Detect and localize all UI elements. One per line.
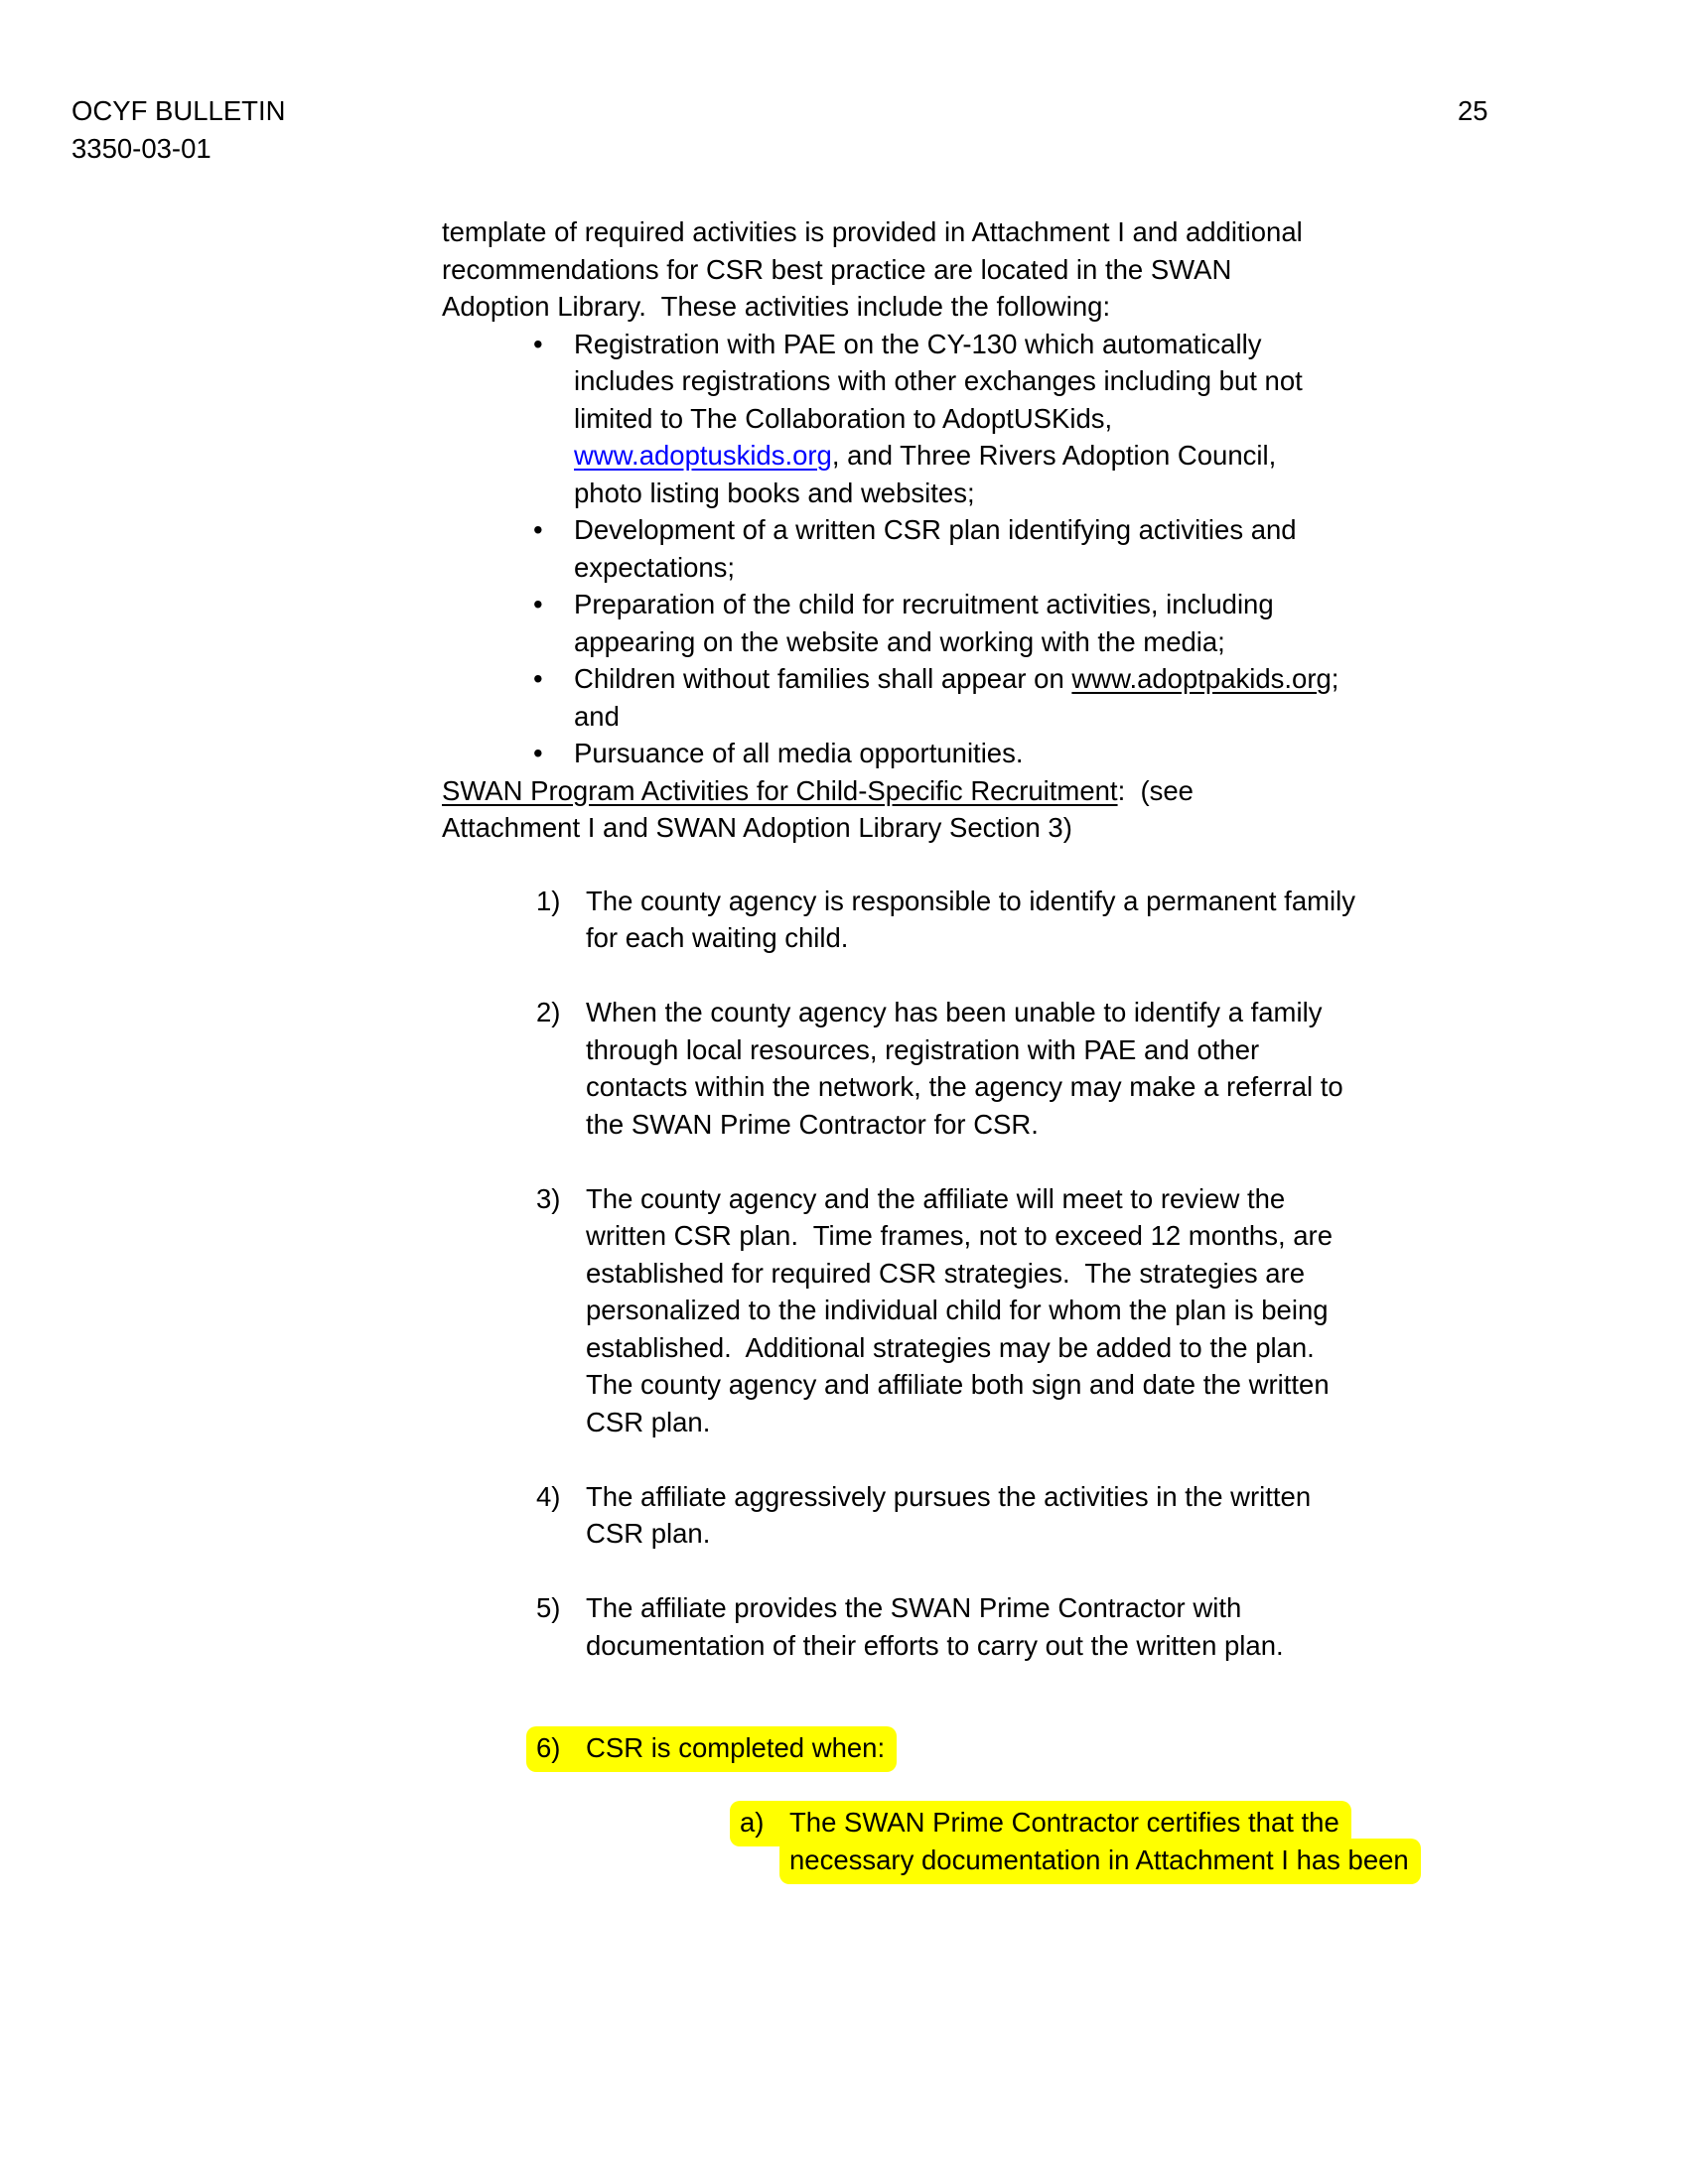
item-line [586, 994, 1514, 1031]
bulletin-number: 3350-03-01 [71, 132, 211, 164]
adoptuskids-link[interactable]: www.adoptuskids.org [574, 440, 832, 471]
bullet-item [442, 660, 1514, 735]
item-marker: 1) [536, 885, 561, 916]
text-segment: template of required activities is provided in Attachment I and additional [442, 216, 1303, 247]
item-line [586, 1068, 1514, 1106]
bulletin-title: OCYF BULLETIN [71, 95, 286, 126]
bullet-line [574, 437, 1514, 475]
item-line [586, 1366, 1514, 1404]
bullet-line [574, 400, 1514, 438]
item-marker: a) [740, 1807, 765, 1838]
text-segment: Preparation of the child for recruitment activities, including [574, 589, 1274, 619]
numbered-item-2 [442, 994, 1514, 1143]
bullet-line [574, 475, 1514, 512]
bullet-line [574, 698, 1514, 736]
document-body [442, 213, 1514, 1878]
item-line [586, 1106, 1514, 1144]
text-segment: the SWAN Prime Contractor for CSR. [586, 1108, 1039, 1140]
intro-paragraph [442, 213, 1514, 326]
item-line [586, 1180, 1514, 1218]
item-line [586, 1478, 1514, 1516]
text-segment: The SWAN Prime Contractor certifies that the [789, 1807, 1339, 1838]
highlighted-item-6 [442, 1729, 1514, 1767]
text-segment: through local resources, registration with PAE and other [586, 1033, 1260, 1065]
text-segment: contacts within the network, the agency may make a referral to [586, 1071, 1343, 1102]
text-segment: Development of a written CSR plan identifying activities and [574, 514, 1297, 545]
numbered-list [442, 883, 1514, 1879]
yellow-highlight [526, 1726, 897, 1772]
section-heading-line [442, 772, 1514, 810]
text-segment: Attachment I and SWAN Adoption Library Section 3) [442, 812, 1072, 843]
text-segment: expectations; [574, 551, 736, 583]
bullet-line [574, 660, 1514, 698]
bullet-item [442, 326, 1514, 512]
text-segment: Pursuance of all media opportunities. [574, 738, 1024, 768]
text-segment: The county agency and the affiliate will meet to review the [586, 1182, 1286, 1214]
text-segment: photo listing books and websites; [574, 477, 975, 508]
highlighted-line [536, 1729, 1514, 1767]
item-line [586, 1217, 1514, 1255]
item-line [586, 1627, 1514, 1665]
item-line [586, 1329, 1514, 1367]
bullet-marker: • [533, 328, 543, 359]
bullet-line [574, 735, 1514, 772]
item-line [586, 919, 1514, 957]
page-number: 25 [1458, 95, 1488, 126]
bullet-item [442, 586, 1514, 660]
text-segment: Registration with PAE on the CY-130 which automatically [574, 328, 1262, 359]
intro-line [442, 213, 1514, 251]
item-line [586, 883, 1514, 920]
highlighted-item-a [442, 1804, 1514, 1878]
item-marker: 4) [536, 1480, 561, 1512]
item-marker: 2) [536, 997, 561, 1027]
text-segment: recommendations for CSR best practice are located in the SWAN [442, 253, 1232, 285]
numbered-item-5 [442, 1589, 1514, 1664]
text-segment: documentation of their efforts to carry out the written plan. [586, 1629, 1284, 1661]
item-line [586, 1515, 1514, 1553]
page-header [71, 92, 285, 167]
text-segment: appearing on the website and working with the media; [574, 625, 1225, 657]
text-segment: ; [1331, 663, 1339, 694]
bullet-marker: • [533, 589, 543, 619]
text-segment: CSR is completed when: [586, 1732, 886, 1763]
bullet-item [442, 511, 1514, 586]
bullet-line [574, 362, 1514, 400]
item-line [586, 1589, 1514, 1627]
text-segment: The affiliate provides the SWAN Prime Contractor with [586, 1592, 1242, 1623]
text-segment: written CSR plan. Time frames, not to exceed 12 months, are [586, 1220, 1334, 1251]
text-segment: Children without families shall appear on [574, 663, 1072, 694]
text-segment: The county agency is responsible to identify a permanent family [586, 885, 1355, 916]
text-segment: , and Three Rivers Adoption Council, [831, 440, 1277, 471]
underlined-text: SWAN Program Activities for Child-Specific Recruitment [442, 774, 1118, 806]
bullet-marker: • [533, 663, 543, 694]
bullet-line [574, 511, 1514, 549]
item-marker: 5) [536, 1592, 561, 1623]
text-segment: and [574, 700, 620, 732]
text-segment: established for required CSR strategies. The strategies are [586, 1257, 1306, 1289]
bullet-line [574, 623, 1514, 661]
section-heading-line [442, 809, 1514, 847]
section-heading [442, 772, 1514, 847]
text-segment: Adoption Library. These activities include the following: [442, 291, 1111, 322]
text-segment: : (see [1117, 774, 1194, 806]
bullet-line [574, 326, 1514, 363]
yellow-highlight [779, 1839, 1421, 1884]
text-segment: necessary documentation in Attachment I has been [789, 1843, 1409, 1875]
intro-line [442, 251, 1514, 289]
text-segment: When the county agency has been unable to identify a family [586, 997, 1323, 1027]
text-segment: The affiliate aggressively pursues the activities in the written [586, 1480, 1312, 1512]
text-segment: established. Additional strategies may be added to the plan. [586, 1331, 1315, 1363]
numbered-item-1 [442, 883, 1514, 957]
highlighted-line [740, 1804, 1514, 1842]
text-segment: The county agency and affiliate both sign and date the written [586, 1369, 1330, 1400]
text-segment: CSR plan. [586, 1406, 711, 1437]
bullet-item [442, 735, 1514, 772]
text-segment: includes registrations with other exchanges including but not [574, 365, 1303, 396]
text-segment: CSR plan. [586, 1518, 711, 1549]
adoptpakids-link[interactable]: www.adoptpakids.org [1071, 663, 1332, 694]
bullet-list [442, 326, 1514, 772]
text-segment: personalized to the individual child for whom the plan is being [586, 1295, 1329, 1325]
item-line [586, 1255, 1514, 1293]
highlighted-line [740, 1842, 1514, 1879]
item-line [586, 1404, 1514, 1441]
item-line [586, 1292, 1514, 1329]
bullet-line [574, 549, 1514, 587]
bullet-marker: • [533, 738, 543, 768]
text-segment: for each waiting child. [586, 922, 849, 953]
numbered-item-4 [442, 1478, 1514, 1553]
intro-line [442, 288, 1514, 326]
numbered-item-3 [442, 1180, 1514, 1441]
bullet-marker: • [533, 514, 543, 545]
item-marker: 6) [536, 1732, 561, 1763]
item-marker: 3) [536, 1182, 561, 1214]
bullet-line [574, 586, 1514, 623]
item-line [586, 1031, 1514, 1069]
text-segment: limited to The Collaboration to AdoptUSKids, [574, 402, 1113, 434]
